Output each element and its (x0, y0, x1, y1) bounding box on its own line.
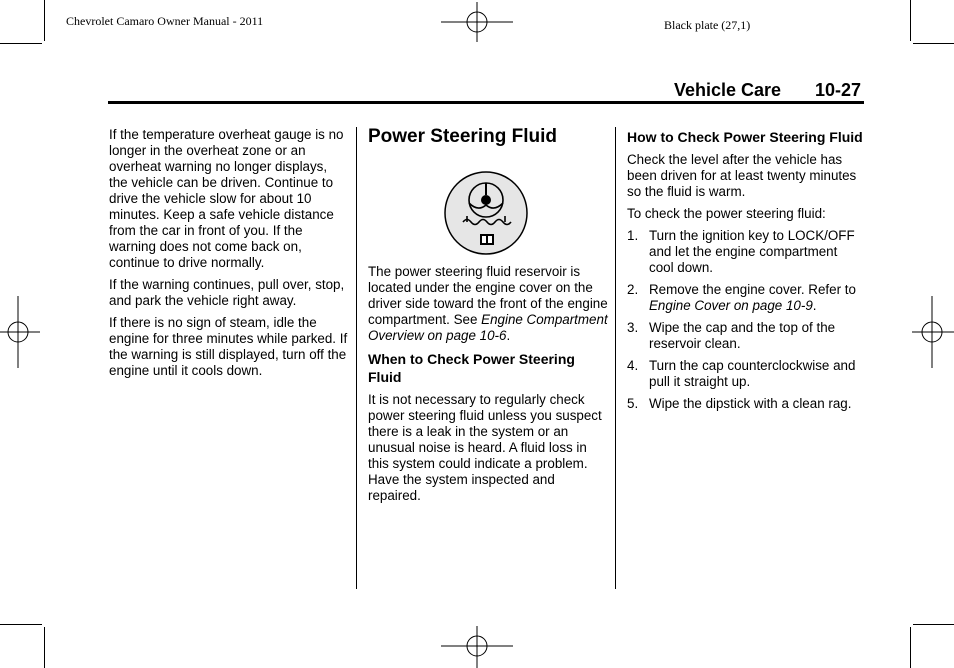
step-number: 2. (627, 282, 639, 297)
section-title: Vehicle Care (674, 80, 782, 100)
crop-mark (44, 0, 45, 41)
paragraph: To check the power steering fluid: (627, 206, 826, 221)
list-item (627, 320, 863, 352)
cross-reference-link[interactable]: Engine Cover on page 10-9 (649, 298, 813, 313)
registration-mark-right (912, 296, 954, 368)
step-number: 1. (627, 228, 639, 243)
paragraph: If the warning continues, pull over, stop, and park the vehicle right away. (109, 277, 345, 308)
registration-mark-top (441, 2, 513, 42)
power-steering-fluid-symbol-icon (443, 170, 529, 256)
section-heading: Power Steering Fluid (368, 126, 557, 147)
step-text: Remove the engine cover. Refer to (649, 282, 856, 297)
page-number: 10-27 (815, 80, 862, 100)
paragraph (368, 264, 608, 344)
punctuation: . (812, 298, 817, 313)
paragraph: If there is no sign of steam, idle the engine for three minutes while parked. If the warning is still displayed, turn off the engine until it cools down. (109, 315, 348, 378)
list-item (627, 358, 863, 390)
paragraph: If the temperature overheat gauge is no longer in the overheat zone or an overheat warning no longer displays, the vehicle can be driven. Continue to drive the vehicle slow for about 10 minutes. Keep a safe vehicle distance from the car in front of you. If the warning does not come back on, continue to drive normally. (109, 127, 344, 270)
steps-list (627, 228, 863, 412)
registration-mark-left (0, 296, 40, 368)
manual-title: Chevrolet Camaro Owner Manual - 2011 (66, 14, 264, 28)
crop-mark (913, 624, 954, 625)
plate-label: Black plate (27,1) (664, 18, 751, 32)
step-number: 4. (627, 358, 639, 373)
list-item (627, 282, 863, 314)
column-1 (109, 127, 349, 385)
crop-mark (44, 627, 45, 668)
paragraph: It is not necessary to regularly check power steering fluid unless you suspect there is a leak in the system or an unusual noise is heard. A fluid loss in this system could indicate a problem. Have the system inspected and repaired. (368, 392, 602, 503)
step-number: 5. (627, 396, 639, 411)
crop-mark (910, 0, 911, 41)
crop-mark (913, 43, 954, 44)
crop-mark (0, 43, 42, 44)
owner-manual-icon (480, 234, 494, 245)
paragraph-text: The power steering fluid reservoir is located under the engine cover on the driver side toward the front of the engine compartment. See (368, 264, 608, 327)
step-text: Turn the ignition key to LOCK/OFF and let the engine compartment cool down. (649, 228, 855, 275)
crop-mark (0, 624, 42, 625)
punctuation: . (506, 328, 511, 343)
subsection-heading: When to Check Power Steering Fluid (368, 351, 575, 385)
column-3 (627, 128, 863, 418)
paragraph: Check the level after the vehicle has been driven for at least twenty minutes so the fluid is warm. (627, 152, 857, 199)
column-divider (615, 127, 616, 589)
header-rule (108, 101, 864, 104)
step-number: 3. (627, 320, 639, 335)
list-item (627, 228, 863, 276)
step-text: Turn the cap counterclockwise and pull it straight up. (649, 358, 856, 389)
list-item (627, 396, 863, 412)
registration-mark-bottom (441, 626, 513, 668)
step-text: Wipe the cap and the top of the reservoir clean. (649, 320, 836, 351)
column-divider (356, 127, 357, 589)
column-2 (368, 264, 608, 510)
subsection-heading: How to Check Power Steering Fluid (627, 129, 863, 145)
cross-reference-link[interactable]: Engine Compartment Overview on page 10-6 (368, 312, 608, 343)
crop-mark (910, 627, 911, 668)
step-text: Wipe the dipstick with a clean rag. (649, 396, 852, 411)
